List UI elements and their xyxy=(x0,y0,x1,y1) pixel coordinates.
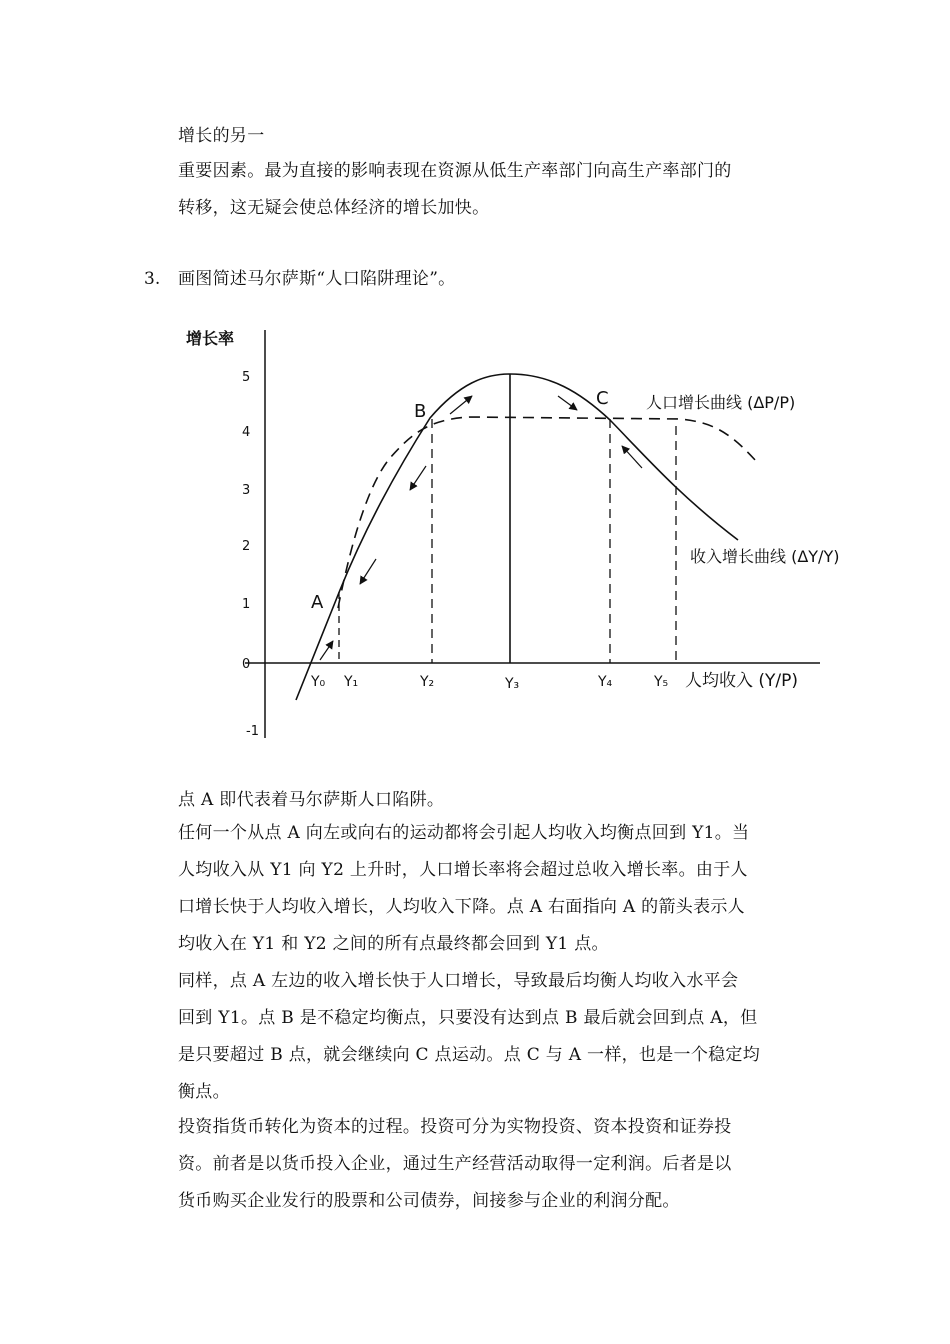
answer-line-2: 任何一个从点 A 向左或向右的运动都将会引起人均收入均衡点回到 Y1。当 xyxy=(178,823,750,843)
arrow-down-from-b xyxy=(410,466,426,490)
population-curve-label: 人口增长曲线 (ΔP/P) xyxy=(646,393,796,412)
y-tick-label: 1 xyxy=(242,597,251,612)
y-tick-label: 3 xyxy=(242,483,251,498)
arrow-left-of-a xyxy=(320,641,333,660)
answer-line-5: 均收入在 Y1 和 Y2 之间的所有点最终都会回到 Y1 点。 xyxy=(178,934,609,954)
point-label-c: C xyxy=(596,388,609,409)
answer-line-8: 是只要超过 B 点，就会继续向 C 点运动。点 C 与 A 一样，也是一个稳定均 xyxy=(178,1045,761,1065)
y-axis-label: 增长率 xyxy=(186,329,235,348)
answer-line-4: 口增长快于人均收入增长，人均收入下降。点 A 右面指向 A 的箭头表示人 xyxy=(178,897,745,917)
point-label-b: B xyxy=(414,401,427,422)
x-tick-label: Y₅ xyxy=(654,674,669,690)
y-tick-label: 5 xyxy=(242,370,251,385)
malthus-population-trap-chart xyxy=(180,318,900,748)
answer-line-10: 投资指货币转化为资本的过程。投资可分为实物投资、资本投资和证券投 xyxy=(178,1117,732,1137)
answer-line-12: 货币购买企业发行的股票和公司债券，间接参与企业的利润分配。 xyxy=(178,1191,680,1211)
x-tick-label: Y₀ xyxy=(311,674,326,690)
answer-line-3: 人均收入从 Y1 向 Y2 上升时，人口增长率将会超过总收入增长率。由于人 xyxy=(178,860,748,880)
population-growth-curve xyxy=(338,417,756,608)
arrow-toward-a xyxy=(360,559,376,584)
answer-line-1: 点 A 即代表着马尔萨斯人口陷阱。 xyxy=(178,790,445,810)
answer-line-6: 同样，点 A 左边的收入增长快于人口增长，导致最后均衡人均收入水平会 xyxy=(178,971,739,991)
intro-line-3: 转移，这无疑会使总体经济的增长加快。 xyxy=(178,198,490,218)
x-axis-label: 人均收入 (Y/P) xyxy=(685,671,799,691)
answer-line-7: 回到 Y1。点 B 是不稳定均衡点，只要没有达到点 B 最后就会回到点 A，但 xyxy=(178,1008,758,1028)
x-tick-label: Y₃ xyxy=(505,676,520,692)
y-tick-label: 4 xyxy=(242,425,251,440)
intro-line-2: 重要因素。最为直接的影响表现在资源从低生产率部门向高生产率部门的 xyxy=(178,161,732,181)
arrow-up-from-b xyxy=(450,396,472,414)
arrow-toward-c xyxy=(558,396,577,410)
answer-line-9: 衡点。 xyxy=(178,1082,230,1102)
answer-line-11: 资。前者是以货币投入企业，通过生产经营活动取得一定利润。后者是以 xyxy=(178,1154,732,1174)
question-number: 3. xyxy=(144,269,161,289)
x-tick-label: Y₂ xyxy=(420,674,435,690)
question-text: 画图简述马尔萨斯“人口陷阱理论”。 xyxy=(178,269,456,289)
y-tick-label: 0 xyxy=(242,657,251,672)
y-tick-label: -1 xyxy=(246,724,259,739)
income-growth-curve xyxy=(296,374,738,700)
point-label-a: A xyxy=(311,592,324,613)
y-tick-label: 2 xyxy=(242,539,251,554)
intro-line-1: 增长的另一 xyxy=(178,126,265,146)
x-tick-label: Y₁ xyxy=(344,674,359,690)
income-curve-label: 收入增长曲线 (ΔY/Y) xyxy=(690,547,840,566)
x-tick-label: Y₄ xyxy=(598,674,613,690)
